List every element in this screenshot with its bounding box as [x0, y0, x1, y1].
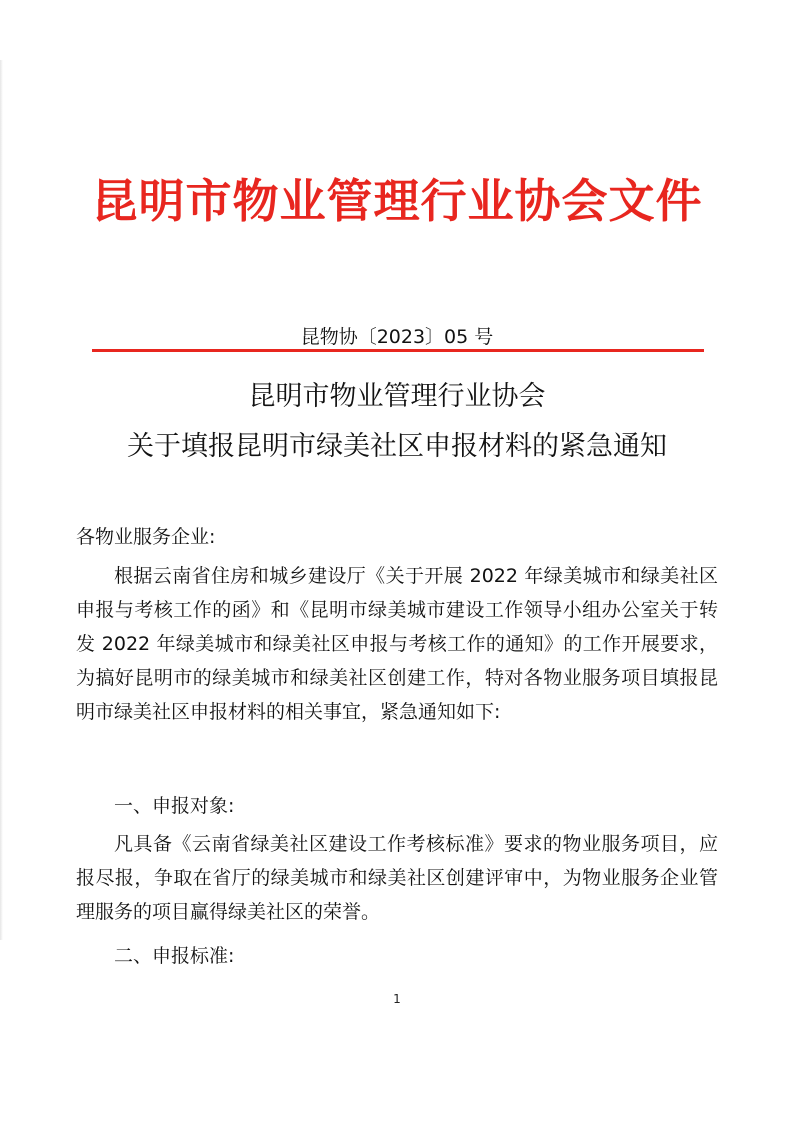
page-number: 1 — [393, 992, 401, 1006]
paragraph-section-1: 凡具备《云南省绿美社区建设工作考核标准》要求的物业服务项目，应报尽报，争取在省厅的绿美城市和绿美社区创建评审中，为物业服务企业管理服务的项目赢得绿美社区的荣誉。 — [76, 833, 718, 923]
issuer-heading: 昆明市物业管理行业协会文件 — [91, 174, 703, 228]
title-line-1: 昆明市物业管理行业协会 — [248, 381, 546, 412]
salutation: 各物业服务企业: — [76, 526, 216, 548]
section-heading-2: 二、申报标准: — [114, 945, 235, 967]
title-line-2: 关于填报昆明市绿美社区申报材料的紧急通知 — [127, 431, 667, 462]
section-heading-1: 一、申报对象: — [114, 795, 235, 817]
paragraph-intro: 根据云南省住房和城乡建设厅《关于开展 2022 年绿美城市和绿美社区申报与考核工作的函》和《昆明市绿美城市建设工作领导小组办公室关于转发 2022 年绿美城市和绿美社区申报与考核工作的通知》的工作开展要求，为搞好昆明市的绿美城市和绿美社区创建工作，特对各物业服务项目填报昆明市绿美社区申报材料的相关事宜，紧急通知如下: — [76, 565, 718, 723]
red-separator-line — [92, 349, 704, 352]
document-number: 昆物协〔2023〕05 号 — [300, 326, 494, 348]
